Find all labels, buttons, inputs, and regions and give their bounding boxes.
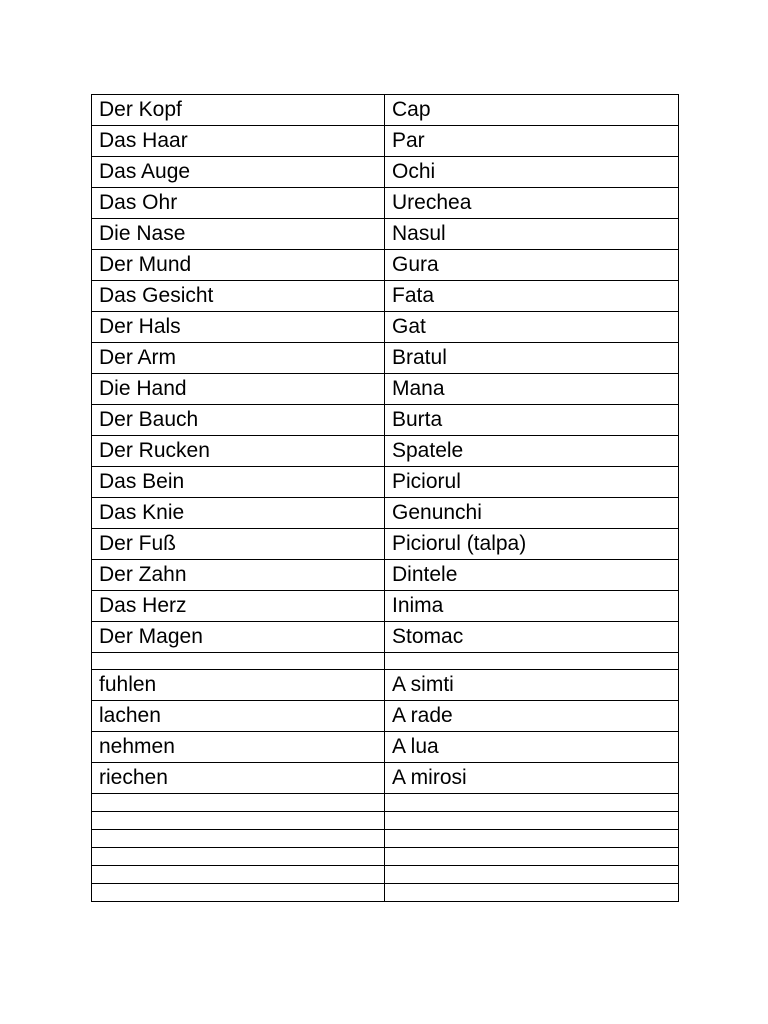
romanian-word: Bratul <box>385 343 679 374</box>
german-verb: nehmen <box>92 732 385 763</box>
romanian-word: Ochi <box>385 157 679 188</box>
romanian-word: Spatele <box>385 436 679 467</box>
table-row <box>92 157 679 188</box>
german-verb: riechen <box>92 763 385 794</box>
empty-row <box>92 866 679 884</box>
romanian-word: Dintele <box>385 560 679 591</box>
romanian-word: Cap <box>385 95 679 126</box>
german-word: Die Nase <box>92 219 385 250</box>
german-word: Das Knie <box>92 498 385 529</box>
empty-cell <box>385 812 679 830</box>
romanian-word: Burta <box>385 405 679 436</box>
table-row <box>92 732 679 763</box>
table-row <box>92 126 679 157</box>
table-row <box>92 374 679 405</box>
german-word: Das Herz <box>92 591 385 622</box>
empty-row <box>92 848 679 866</box>
table-row <box>92 95 679 126</box>
german-word: Der Kopf <box>92 95 385 126</box>
german-word: Das Bein <box>92 467 385 498</box>
german-word: Der Rucken <box>92 436 385 467</box>
table-row <box>92 529 679 560</box>
vocabulary-table <box>91 94 679 902</box>
romanian-word: Inima <box>385 591 679 622</box>
table-row <box>92 188 679 219</box>
german-word: Der Mund <box>92 250 385 281</box>
empty-cell <box>385 866 679 884</box>
empty-row <box>92 812 679 830</box>
spacer-row <box>92 653 679 670</box>
empty-cell <box>385 884 679 902</box>
empty-cell <box>385 830 679 848</box>
empty-cell <box>92 812 385 830</box>
german-word: Die Hand <box>92 374 385 405</box>
romanian-word: Stomac <box>385 622 679 653</box>
table-row <box>92 670 679 701</box>
empty-cell <box>92 653 385 670</box>
table-row <box>92 701 679 732</box>
empty-cell <box>385 794 679 812</box>
romanian-word: Genunchi <box>385 498 679 529</box>
table-row <box>92 405 679 436</box>
romanian-word: Gura <box>385 250 679 281</box>
empty-cell <box>92 848 385 866</box>
empty-cell <box>92 884 385 902</box>
vocabulary-table-body <box>92 95 679 902</box>
german-word: Der Hals <box>92 312 385 343</box>
table-row <box>92 498 679 529</box>
empty-cell <box>92 866 385 884</box>
table-row <box>92 436 679 467</box>
table-row <box>92 312 679 343</box>
romanian-word: Fata <box>385 281 679 312</box>
german-word: Das Auge <box>92 157 385 188</box>
romanian-verb: A mirosi <box>385 763 679 794</box>
empty-row <box>92 884 679 902</box>
romanian-verb: A simti <box>385 670 679 701</box>
empty-cell <box>92 794 385 812</box>
empty-cell <box>385 653 679 670</box>
table-row <box>92 250 679 281</box>
table-row <box>92 219 679 250</box>
table-row <box>92 343 679 374</box>
german-word: Der Arm <box>92 343 385 374</box>
romanian-verb: A lua <box>385 732 679 763</box>
german-word: Der Zahn <box>92 560 385 591</box>
german-verb: lachen <box>92 701 385 732</box>
table-row <box>92 281 679 312</box>
german-word: Der Bauch <box>92 405 385 436</box>
german-word: Der Magen <box>92 622 385 653</box>
german-word: Das Gesicht <box>92 281 385 312</box>
romanian-verb: A rade <box>385 701 679 732</box>
romanian-word: Nasul <box>385 219 679 250</box>
empty-cell <box>385 848 679 866</box>
table-row <box>92 560 679 591</box>
table-row <box>92 622 679 653</box>
romanian-word: Piciorul (talpa) <box>385 529 679 560</box>
empty-row <box>92 830 679 848</box>
empty-row <box>92 794 679 812</box>
german-verb: fuhlen <box>92 670 385 701</box>
romanian-word: Gat <box>385 312 679 343</box>
romanian-word: Mana <box>385 374 679 405</box>
table-row <box>92 591 679 622</box>
romanian-word: Urechea <box>385 188 679 219</box>
german-word: Der Fuß <box>92 529 385 560</box>
table-row <box>92 763 679 794</box>
empty-cell <box>92 830 385 848</box>
table-row <box>92 467 679 498</box>
german-word: Das Ohr <box>92 188 385 219</box>
romanian-word: Par <box>385 126 679 157</box>
romanian-word: Piciorul <box>385 467 679 498</box>
german-word: Das Haar <box>92 126 385 157</box>
